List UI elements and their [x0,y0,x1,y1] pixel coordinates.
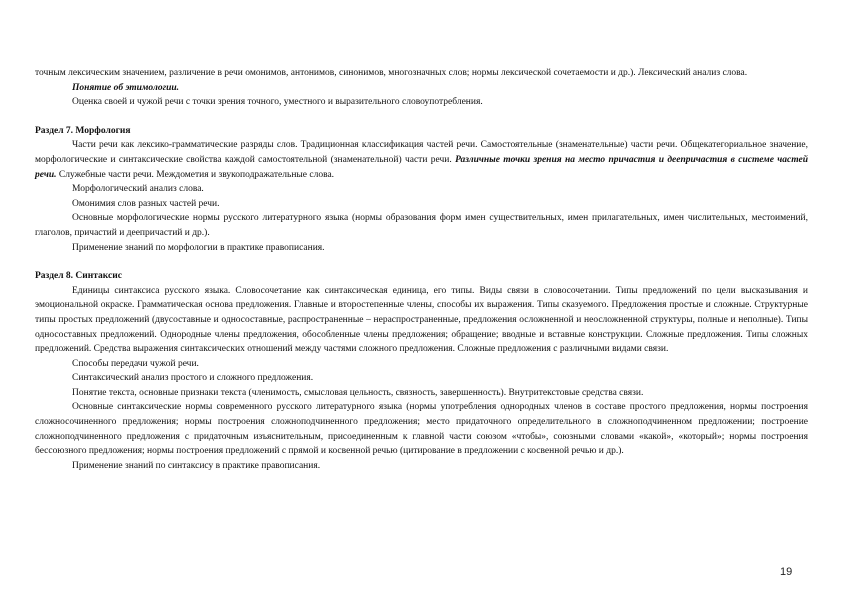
section-7-paragraph: Основные морфологические нормы русского литературного языка (нормы образования форм имен существительных, имен прилагательных, имен числительных, местоимений, глаголов, причастий и деепричастий и др.). [35,213,808,238]
section-8-heading: Раздел 8. Синтаксис [35,271,122,282]
section-7-paragraph: Омонимия слов разных частей речи. [72,198,220,209]
document-page [35,66,808,473]
section-7-paragraph-parts-of-speech [35,138,808,182]
spacer [35,255,808,269]
section-7-paragraph: Применение знаний по морфологии в практике правописания. [72,242,325,253]
paragraph-speech-evaluation: Оценка своей и чужой речи с точки зрения точного, уместного и выразительного словоупотребления. [72,97,483,108]
paragraph-etymology: Понятие об этимологии. [72,82,180,93]
section-7-heading: Раздел 7. Морфология [35,125,131,136]
section-8-paragraph: Понятие текста, основные признаки текста (членимость, смысловая цельность, связность, завершенность). Внутритекстовые средства связи. [72,387,644,398]
section-8-paragraph-syntax-units: Единицы синтаксиса русского языка. Словосочетание как синтаксическая единица, его типы. Виды связи в словосочетании. Типы предложений по цели высказывания и эмоциональной окраске. Грамматическая основа предложения. Главные и второстепенные члены, способы их выражения. Типы сказуемого. Предложения простые и сложные. Структурные типы простых предложений (двусоставные и односоставные, распространенные – нераспространенные, предложения осложненной и неосложненной структуры, полные и неполные). Типы односоставных предложений. Однородные члены предложения, обособленные члены предложения; обращение; вводные и вставные конструкции. Сложные предложения. Типы сложных предложений. Средства выражения синтаксических отношений между частями сложного предложения. Сложные предложения с различными видами связи. [35,285,808,355]
paragraph-lexicon-continuation: точным лексическим значением, различение в речи омонимов, антонимов, синонимов, многозначных слов; нормы лексической сочетаемости и др.). Лексический анализ слова. [35,68,748,78]
emphasis-text: Различные точки зрения на место причастия и деепричастия в системе частей речи. [35,154,808,180]
section-8-paragraph: Синтаксический анализ простого и сложного предложения. [72,373,314,384]
spacer [35,110,808,124]
page-number: 19 [780,566,793,578]
section-7-paragraph: Морфологический анализ слова. [72,184,204,195]
section-8-paragraph: Применение знаний по синтаксису в практике правописания. [72,460,321,471]
section-8-paragraph: Способы передачи чужой речи. [72,358,199,369]
text-run: Служебные части речи. Междометия и звукоподражательные слова. [56,169,335,180]
section-8-paragraph-syntax-norms: Основные синтаксические нормы современного русского литературного языка (нормы употребления однородных членов в составе простого предложения, нормы построения сложносочиненного предложения; нормы построения сложноподчиненного предложения; место придаточного определительного в сложноподчиненном предложении; построение сложноподчиненного предложения с придаточным изъяснительным, присоединенным к главной части союзом «чтобы», союзными словами «какой», «который»; нормы построения бессоюзного предложения; нормы построения предложений с прямой и косвенной речью (цитирование в предложении с косвенной речью и др.). [35,402,808,457]
text-run: Части речи как лексико-грамматические разряды слов. Традиционная классификация частей речи. Самостоятельные (знаменательные) части речи. Общекатегориальное значение, морфологические и синтаксические свойства каждой самостоятельной (знаменательной) части речи. [35,140,808,165]
